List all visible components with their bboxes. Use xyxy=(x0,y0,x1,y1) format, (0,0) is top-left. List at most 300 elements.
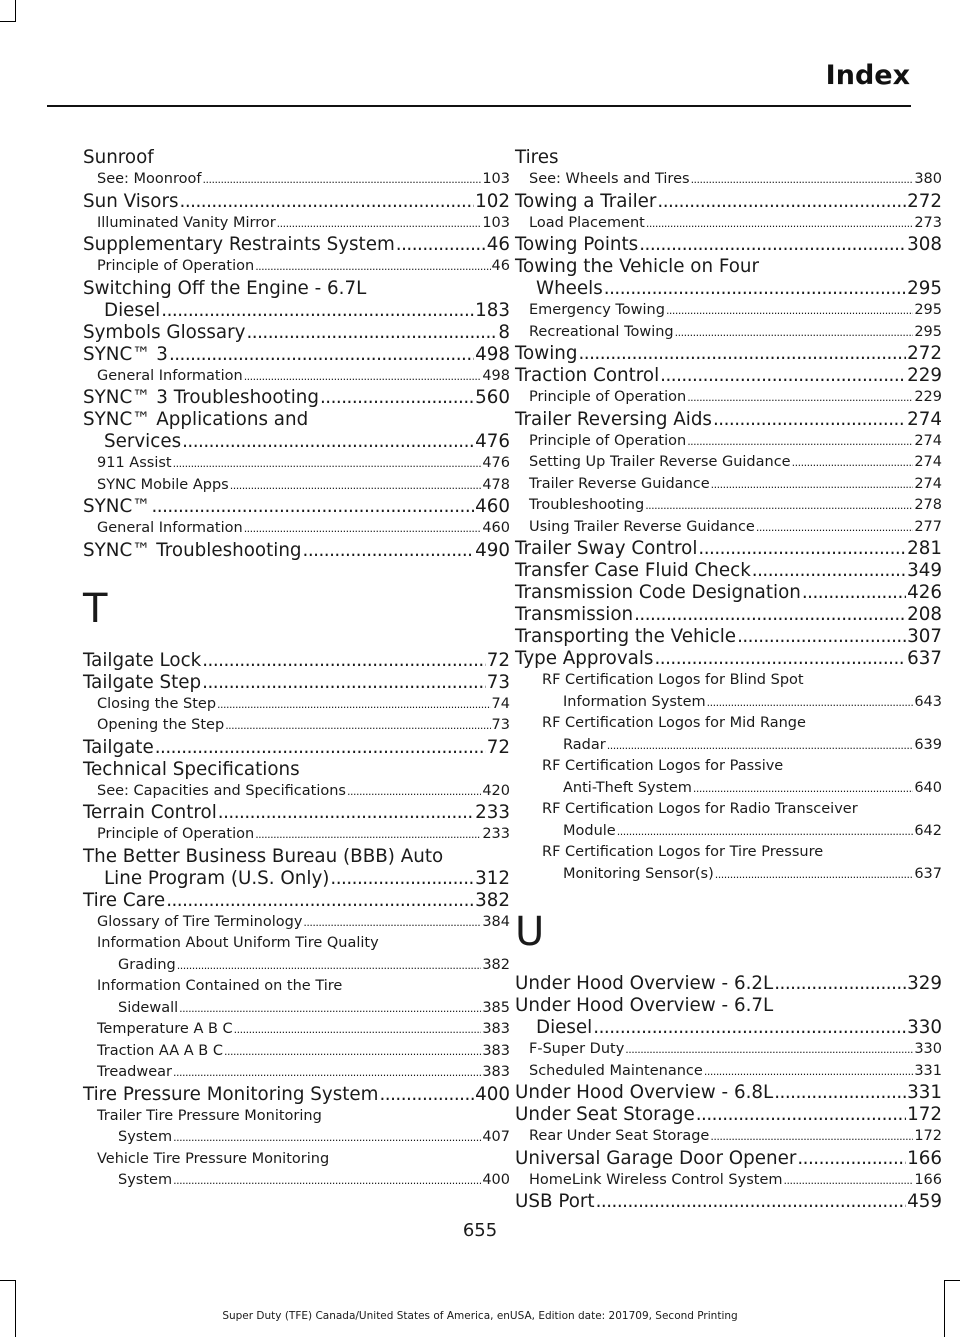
index-subentry[interactable] xyxy=(83,518,510,540)
index-subentry[interactable] xyxy=(83,213,510,235)
index-entry[interactable] xyxy=(515,1082,942,1104)
entry-label: Under Hood Overview - 6.8L xyxy=(515,1082,774,1103)
dot-leader xyxy=(202,650,486,672)
crop-mark xyxy=(0,21,16,22)
page-ref[interactable]: 281 xyxy=(907,538,942,559)
dot-leader xyxy=(347,781,481,803)
dot-leader xyxy=(617,821,914,843)
index-entry[interactable] xyxy=(83,846,510,890)
index-entry[interactable] xyxy=(515,234,942,256)
page-ref[interactable]: 274 xyxy=(914,475,942,492)
page-ref[interactable]: 384 xyxy=(482,913,510,930)
dot-leader xyxy=(774,1082,906,1104)
entry-label: Towing Points xyxy=(515,234,639,255)
index-subentry[interactable] xyxy=(515,670,942,713)
index-subentry[interactable] xyxy=(83,169,510,191)
page-ref[interactable]: 312 xyxy=(475,867,510,889)
dot-leader xyxy=(173,453,482,475)
dot-leader xyxy=(698,538,906,560)
entry-label: Temperature A B C xyxy=(97,1021,233,1037)
entry-label: SYNC Mobile Apps xyxy=(97,476,229,493)
page-ref[interactable]: 308 xyxy=(907,234,942,255)
page-ref[interactable]: 272 xyxy=(907,343,942,364)
index-subentry[interactable] xyxy=(515,517,942,539)
index-heading: Technical Specifications xyxy=(83,758,300,780)
entry-label: Glossary of Tire Terminology xyxy=(97,913,303,930)
entry-label: Principle of Operation xyxy=(529,432,687,449)
index-entry[interactable] xyxy=(515,538,942,560)
index-subentry[interactable] xyxy=(515,1126,942,1148)
entry-label: Recreational Towing xyxy=(529,323,674,340)
dot-leader xyxy=(713,409,906,431)
dot-leader xyxy=(155,737,486,759)
entry-label: Anti-Theft System xyxy=(563,779,692,796)
dot-leader xyxy=(593,1017,906,1039)
page-ref[interactable]: 459 xyxy=(907,1191,942,1212)
page-ref[interactable]: 272 xyxy=(907,190,942,212)
page-ref[interactable]: 172 xyxy=(907,1104,942,1125)
page-ref[interactable]: 400 xyxy=(482,1172,510,1188)
index-entry[interactable] xyxy=(83,344,510,366)
crop-mark xyxy=(944,1280,945,1337)
index-subentry[interactable] xyxy=(515,495,942,517)
dot-leader xyxy=(704,1061,913,1083)
dot-leader xyxy=(687,431,913,453)
entry-label: Grading xyxy=(118,956,176,973)
entry-label: Transmission Code Designation xyxy=(515,582,801,603)
page-ref[interactable]: 73 xyxy=(486,671,510,693)
dot-leader xyxy=(752,560,906,582)
index-entry[interactable] xyxy=(515,560,942,582)
entry-label: See: Capacities and Specifications xyxy=(97,782,346,799)
index-entry[interactable] xyxy=(83,1084,510,1106)
crop-mark xyxy=(15,1280,16,1337)
index-entry[interactable] xyxy=(83,890,510,912)
entry-label: Using Trailer Reverse Guidance xyxy=(529,518,755,535)
index-subentry[interactable] xyxy=(83,824,510,846)
page-ref[interactable]: 74 xyxy=(491,695,510,712)
index-subentry[interactable] xyxy=(515,452,942,474)
entry-label: General Information xyxy=(97,367,243,384)
dot-leader xyxy=(737,626,906,648)
page-ref[interactable]: 295 xyxy=(914,323,942,340)
entry-label: SYNC™ 3 xyxy=(83,343,168,365)
index-subentry[interactable] xyxy=(515,431,942,453)
page-ref[interactable]: 307 xyxy=(907,626,942,647)
index-subentry[interactable] xyxy=(83,912,510,934)
entry-label: The Better Business Bureau (BBB) Auto xyxy=(83,845,444,867)
index-entry[interactable] xyxy=(515,648,942,670)
entry-label: RF Certification Logos for Blind Spot xyxy=(542,672,804,688)
entry-label: SYNC™ xyxy=(83,496,151,517)
dot-leader xyxy=(634,604,906,626)
page-ref[interactable]: 642 xyxy=(914,822,942,839)
entry-label: System xyxy=(118,1129,173,1145)
index-entry[interactable] xyxy=(83,737,510,759)
index-column-left xyxy=(83,147,510,1192)
dot-leader xyxy=(774,973,906,995)
index-entry[interactable] xyxy=(515,582,942,604)
page-ref[interactable]: 478 xyxy=(482,476,510,493)
entry-label: Trailer Tire Pressure Monitoring xyxy=(97,1107,322,1124)
entry-label: Under Hood Overview - 6.2L xyxy=(515,973,774,994)
entry-label: SYNC™ Applications and xyxy=(83,409,309,430)
dot-leader xyxy=(578,343,906,365)
page-ref[interactable]: 103 xyxy=(482,171,510,187)
dot-leader xyxy=(696,1104,906,1126)
entry-label: HomeLink Wireless Control System xyxy=(529,1171,783,1188)
dot-leader xyxy=(691,169,914,191)
index-entry[interactable] xyxy=(515,1104,942,1126)
dot-leader xyxy=(173,1170,481,1192)
crop-mark xyxy=(944,1280,960,1281)
page-ref[interactable]: 229 xyxy=(907,365,942,386)
dot-leader xyxy=(792,452,914,474)
entry-label: Emergency Towing xyxy=(529,302,665,318)
dot-leader xyxy=(756,517,913,539)
dot-leader xyxy=(277,213,482,235)
index-entry[interactable] xyxy=(515,1191,942,1213)
page-ref[interactable]: 331 xyxy=(907,1082,942,1103)
dot-leader xyxy=(657,191,906,213)
page-ref[interactable]: 274 xyxy=(914,454,942,470)
page-ref[interactable]: 103 xyxy=(482,214,510,231)
dot-leader xyxy=(654,648,906,670)
page-ref[interactable]: 383 xyxy=(482,1021,510,1037)
page-ref[interactable]: 639 xyxy=(914,736,942,753)
page-ref[interactable]: 8 xyxy=(498,321,510,343)
index-subentry[interactable] xyxy=(515,474,942,496)
page-ref[interactable]: 476 xyxy=(482,455,510,471)
entry-label: Diesel xyxy=(536,1017,593,1038)
index-entry[interactable] xyxy=(515,995,942,1039)
crop-mark xyxy=(15,0,16,22)
page-ref[interactable]: 383 xyxy=(482,1064,510,1080)
entry-label: Traction AA A B C xyxy=(97,1042,223,1059)
dot-leader xyxy=(218,802,474,824)
entry-label: Traction Control xyxy=(515,365,660,386)
entry-label: Under Hood Overview - 6.7L xyxy=(515,995,774,1016)
page-ref[interactable]: 233 xyxy=(475,802,510,823)
index-subentry[interactable] xyxy=(83,715,510,737)
page-ref[interactable]: 208 xyxy=(907,604,942,625)
index-column-right xyxy=(515,147,942,1213)
entry-label: RF Certification Logos for Mid Range xyxy=(542,715,806,731)
index-subentry[interactable] xyxy=(83,1041,510,1063)
entry-label: Tailgate Lock xyxy=(83,649,202,671)
dot-leader xyxy=(320,387,474,409)
index-subentry[interactable] xyxy=(515,1039,942,1061)
index-subentry[interactable] xyxy=(83,694,510,716)
entry-label: Universal Garage Door Opener xyxy=(515,1147,797,1169)
page-ref[interactable]: 273 xyxy=(914,214,942,231)
page-ref[interactable]: 643 xyxy=(914,693,942,710)
entry-label: Wheels xyxy=(536,278,603,299)
dot-leader xyxy=(246,322,497,344)
dot-leader xyxy=(687,387,913,409)
entry-label: Tailgate Step xyxy=(83,671,202,693)
entry-label: Information Contained on the Tire xyxy=(97,978,343,994)
index-subentry[interactable] xyxy=(515,387,942,409)
entry-label: Monitoring Sensor(s) xyxy=(563,865,714,882)
dot-leader xyxy=(693,778,913,800)
entry-label: General Information xyxy=(97,520,243,536)
page-ref[interactable]: 460 xyxy=(482,520,510,536)
dot-leader xyxy=(711,474,914,496)
index-subentry[interactable] xyxy=(83,453,510,475)
dot-leader xyxy=(666,300,913,322)
index-heading: Tires xyxy=(515,147,559,168)
entry-label: Principle of Operation xyxy=(529,389,687,405)
index-subentry[interactable] xyxy=(515,842,942,885)
dot-leader xyxy=(707,692,914,714)
index-entry[interactable] xyxy=(83,278,510,322)
index-heading: Sunroof xyxy=(83,147,154,168)
dot-leader xyxy=(169,344,474,366)
page-ref[interactable]: 330 xyxy=(914,1041,942,1057)
dot-leader xyxy=(244,366,482,388)
entry-label: See: Moonroof xyxy=(97,171,202,187)
index-subentry[interactable] xyxy=(515,322,942,344)
dot-leader xyxy=(596,1191,907,1213)
dot-leader xyxy=(802,582,906,604)
index-subentry[interactable] xyxy=(83,1062,510,1084)
dot-leader xyxy=(234,1019,482,1041)
dot-leader xyxy=(255,824,481,846)
page-ref[interactable]: 382 xyxy=(482,956,510,973)
entry-label: Trailer Reversing Aids xyxy=(515,408,712,430)
dot-leader xyxy=(660,365,906,387)
page-ref[interactable]: 349 xyxy=(907,560,942,581)
page-ref[interactable]: 233 xyxy=(482,826,510,842)
index-subentry[interactable] xyxy=(515,300,942,322)
index-entry[interactable] xyxy=(83,672,510,694)
entry-label: Diesel xyxy=(104,299,161,321)
page-ref[interactable]: 72 xyxy=(486,736,510,758)
index-entry[interactable] xyxy=(515,973,942,995)
section-letter: U xyxy=(515,909,545,955)
index-subentry[interactable] xyxy=(515,799,942,842)
entry-label: System xyxy=(118,1172,173,1188)
entry-label: Information About Uniform Tire Quality xyxy=(97,935,379,951)
index-subentry[interactable] xyxy=(515,213,942,235)
dot-leader xyxy=(173,1062,481,1084)
entry-label: Module xyxy=(563,822,616,839)
dot-leader xyxy=(230,475,482,497)
dot-leader xyxy=(710,1126,913,1148)
index-subentry[interactable] xyxy=(83,1019,510,1041)
page-ref[interactable]: 476 xyxy=(475,431,510,452)
dot-leader xyxy=(173,1127,481,1149)
index-subentry[interactable] xyxy=(83,1149,510,1192)
entry-label: Towing xyxy=(515,343,578,364)
page-ref[interactable]: 426 xyxy=(907,582,942,603)
entry-label: Tailgate xyxy=(83,736,154,758)
page-ref[interactable]: 560 xyxy=(475,387,510,408)
index-entry[interactable] xyxy=(515,191,942,213)
entry-label: 911 Assist xyxy=(97,455,172,471)
dot-leader xyxy=(625,1039,913,1061)
page-ref[interactable]: 102 xyxy=(475,190,510,212)
entry-label: Under Seat Storage xyxy=(515,1104,695,1125)
dot-leader xyxy=(675,322,914,344)
entry-label: See: Wheels and Tires xyxy=(529,171,690,187)
entry-label: Sidewall xyxy=(118,999,179,1016)
page-ref[interactable]: 73 xyxy=(491,717,510,733)
page-ref[interactable]: 637 xyxy=(914,865,942,882)
index-entry[interactable] xyxy=(83,650,510,672)
dot-leader xyxy=(396,234,486,256)
index-entry[interactable] xyxy=(83,496,510,518)
page-ref[interactable]: 166 xyxy=(914,1171,942,1188)
page-ref[interactable]: 383 xyxy=(482,1042,510,1059)
page-ref[interactable]: 331 xyxy=(914,1062,942,1079)
dot-leader xyxy=(604,278,906,300)
dot-leader xyxy=(797,1148,906,1170)
entry-label: SYNC™ 3 Troubleshooting xyxy=(83,387,319,408)
index-subentry[interactable] xyxy=(83,256,510,278)
page-number: 655 xyxy=(462,1220,498,1241)
entry-label: Trailer Reverse Guidance xyxy=(529,475,710,492)
dot-leader xyxy=(202,672,486,694)
entry-label: Transfer Case Fluid Check xyxy=(515,560,751,581)
entry-label: Switching Off the Engine - 6.7L xyxy=(83,277,367,299)
index-entry[interactable] xyxy=(515,365,942,387)
page-ref[interactable]: 295 xyxy=(907,278,942,299)
dot-leader xyxy=(224,1041,481,1063)
page-ref[interactable]: 498 xyxy=(475,343,510,365)
page-ref[interactable]: 46 xyxy=(486,234,510,255)
index-subentry[interactable] xyxy=(515,713,942,756)
page-ref[interactable]: 278 xyxy=(914,497,942,513)
entry-label: Type Approvals xyxy=(515,648,654,669)
entry-label: Treadwear xyxy=(97,1064,173,1080)
page-ref[interactable]: 277 xyxy=(914,518,942,535)
entry-label: Illuminated Vanity Mirror xyxy=(97,214,276,231)
dot-leader xyxy=(182,431,474,453)
page-ref[interactable]: 385 xyxy=(482,999,510,1016)
dot-leader xyxy=(179,998,481,1020)
page-ref[interactable]: 274 xyxy=(914,432,942,449)
dot-leader xyxy=(217,694,491,716)
page-ref[interactable]: 72 xyxy=(486,649,510,671)
index-entry[interactable] xyxy=(515,409,942,431)
dot-leader xyxy=(161,300,474,322)
entry-label: RF Certification Logos for Radio Transceiver xyxy=(542,801,858,817)
index-subentry[interactable] xyxy=(515,1170,942,1192)
dot-leader xyxy=(255,256,490,278)
index-subentry[interactable] xyxy=(83,781,510,803)
index-entry[interactable] xyxy=(83,322,510,344)
dot-leader xyxy=(303,912,481,934)
page-ref[interactable]: 329 xyxy=(907,973,942,994)
page-ref[interactable]: 382 xyxy=(475,889,510,911)
index-entry[interactable] xyxy=(83,540,510,562)
entry-label: Terrain Control xyxy=(83,802,217,823)
page-ref[interactable]: 400 xyxy=(475,1083,510,1105)
entry-label: Setting Up Trailer Reverse Guidance xyxy=(529,454,791,470)
index-subentry[interactable] xyxy=(83,1106,510,1149)
entry-label: F-Super Duty xyxy=(529,1041,625,1057)
page-ref[interactable]: 295 xyxy=(914,302,942,318)
entry-label: Opening the Step xyxy=(97,717,225,733)
dot-leader xyxy=(715,864,914,886)
index-subentry[interactable] xyxy=(83,933,510,976)
dot-leader xyxy=(166,890,474,912)
dot-leader xyxy=(244,518,482,540)
dot-leader xyxy=(303,540,475,562)
entry-label: Tire Pressure Monitoring System xyxy=(83,1083,379,1105)
footer-text: Super Duty (TFE) Canada/United States of America, enUSA, Edition date: 201709, Second Printing xyxy=(222,1310,738,1322)
page-ref[interactable]: 460 xyxy=(475,496,510,517)
crop-mark xyxy=(0,1280,16,1281)
entry-label: Rear Under Seat Storage xyxy=(529,1128,710,1144)
index-entry[interactable] xyxy=(83,409,510,453)
dot-leader xyxy=(202,169,481,191)
page-ref[interactable]: 420 xyxy=(482,782,510,799)
dot-leader xyxy=(379,1084,474,1106)
index-entry[interactable] xyxy=(83,802,510,824)
dot-leader xyxy=(645,495,913,517)
page-ref[interactable]: 640 xyxy=(914,779,942,796)
entry-label: RF Certification Logos for Passive xyxy=(542,758,784,774)
page-ref[interactable]: 229 xyxy=(914,389,942,405)
index-entry[interactable] xyxy=(83,191,510,213)
entry-label: Supplementary Restraints System xyxy=(83,234,395,255)
page-ref[interactable]: 274 xyxy=(907,408,942,430)
index-entry[interactable] xyxy=(515,626,942,648)
index-subentry[interactable] xyxy=(515,756,942,799)
dot-leader xyxy=(225,715,490,737)
entry-label: Services xyxy=(104,431,182,452)
section-letter: T xyxy=(83,585,108,632)
entry-label: Tire Care xyxy=(83,889,166,911)
index-subentry[interactable] xyxy=(515,1061,942,1083)
entry-label: USB Port xyxy=(515,1191,595,1212)
page-ref[interactable]: 380 xyxy=(914,171,942,187)
dot-leader xyxy=(784,1170,914,1192)
page-ref[interactable]: 407 xyxy=(482,1129,510,1145)
entry-label: Trailer Sway Control xyxy=(515,538,698,559)
entry-label: RF Certification Logos for Tire Pressure xyxy=(542,844,824,860)
dot-leader xyxy=(639,234,906,256)
index-entry[interactable] xyxy=(515,1148,942,1170)
index-entry[interactable] xyxy=(83,234,510,256)
page-ref[interactable]: 172 xyxy=(914,1128,942,1144)
page-ref[interactable]: 637 xyxy=(907,648,942,669)
entry-label: Towing a Trailer xyxy=(515,190,657,212)
index-subentry[interactable] xyxy=(83,976,510,1019)
index-entry[interactable] xyxy=(515,604,942,626)
page-ref[interactable]: 166 xyxy=(907,1147,942,1169)
entry-label: Towing the Vehicle on Four xyxy=(515,256,760,277)
page-ref[interactable]: 498 xyxy=(482,367,510,384)
index-entry[interactable] xyxy=(515,343,942,365)
index-subentry[interactable] xyxy=(515,169,942,191)
entry-label: Transporting the Vehicle xyxy=(515,626,737,647)
page-ref[interactable]: 490 xyxy=(475,539,510,561)
index-entry[interactable] xyxy=(83,387,510,409)
index-subentry[interactable] xyxy=(83,475,510,497)
index-subentry[interactable] xyxy=(83,366,510,388)
page-ref[interactable]: 183 xyxy=(475,299,510,321)
page-ref[interactable]: 46 xyxy=(491,258,510,274)
index-entry[interactable] xyxy=(515,256,942,300)
entry-label: Symbols Glossary xyxy=(83,321,246,343)
dot-leader xyxy=(177,955,482,977)
page-ref[interactable]: 330 xyxy=(907,1017,942,1038)
page-title: Index xyxy=(825,60,910,91)
